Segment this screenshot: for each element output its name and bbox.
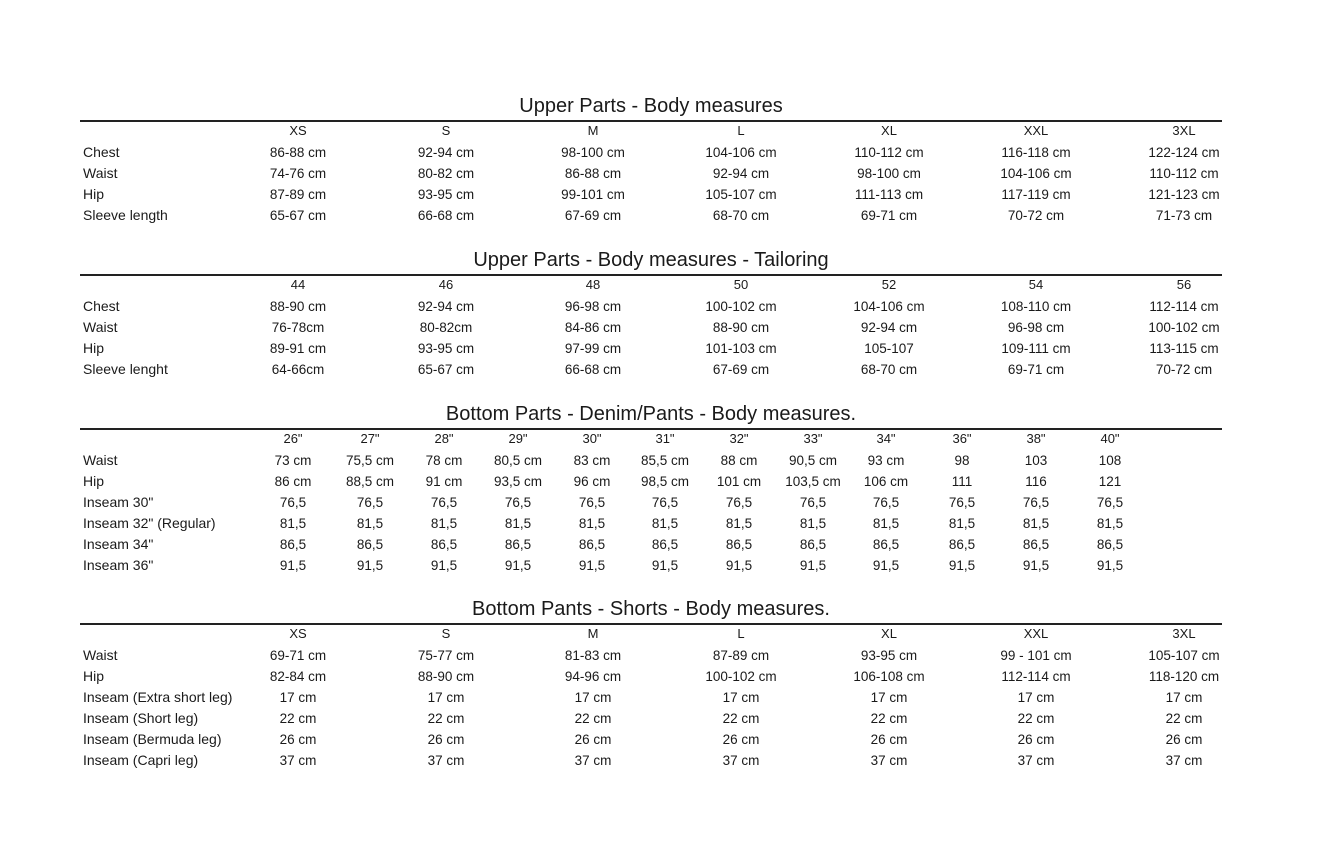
table-cell: 22 cm: [1165, 711, 1203, 726]
table-cell: 86,5: [651, 537, 679, 552]
table-cell: 17 cm: [574, 690, 612, 705]
table-row: [80, 205, 1222, 226]
table-cell: 86,5: [948, 537, 976, 552]
table-cell: 106 cm: [863, 474, 909, 489]
table-cell: 116-118 cm: [1001, 145, 1071, 160]
table-cell: 17 cm: [427, 690, 465, 705]
table-cell: 76,5: [504, 495, 532, 510]
table-cell: 112-114 cm: [1001, 669, 1071, 684]
table-cell: 76,5: [948, 495, 976, 510]
table-row: [80, 142, 1222, 163]
row-label: Inseam (Short leg): [83, 710, 199, 726]
table-cell: 81,5: [651, 516, 679, 531]
table-cell: 22 cm: [574, 711, 612, 726]
table-title: Upper Parts - Body measures: [519, 95, 783, 117]
table-cell: 104-106 cm: [705, 145, 777, 160]
table-cell: 103,5 cm: [785, 474, 841, 489]
table-cell: 84-86 cm: [564, 320, 622, 335]
table-cell: 91,5: [799, 558, 827, 573]
table-cell: 103: [1024, 453, 1048, 468]
table-cell: 69-71 cm: [860, 208, 918, 223]
column-header: XS: [289, 123, 307, 138]
column-header: L: [737, 626, 745, 641]
table-cell: 86,5: [279, 537, 307, 552]
table-cell: 26 cm: [279, 732, 317, 747]
table-cell: 93-95 cm: [417, 341, 475, 356]
column-header: XL: [881, 626, 897, 641]
table-cell: 100-102 cm: [705, 299, 777, 314]
table-cell: 121-123 cm: [1148, 187, 1220, 202]
table-cell: 99 - 101 cm: [1000, 648, 1072, 663]
table-cell: 91,5: [356, 558, 384, 573]
table-cell: 76,5: [279, 495, 307, 510]
table-cell: 26 cm: [870, 732, 908, 747]
table-cell: 81,5: [799, 516, 827, 531]
table-cell: 26 cm: [1165, 732, 1203, 747]
table-cell: 76-78cm: [271, 320, 325, 335]
table-cell: 86-88 cm: [564, 166, 622, 181]
header-row: [80, 625, 1222, 646]
column-header: 3XL: [1172, 626, 1196, 641]
table-cell: 71-73 cm: [1155, 208, 1213, 223]
table-cell: 26 cm: [722, 732, 760, 747]
table-row: [80, 471, 1222, 492]
table-cell: 105-107: [864, 341, 914, 356]
table-cell: 82-84 cm: [269, 669, 327, 684]
column-header: 48: [585, 277, 601, 292]
table-cell: 80,5 cm: [493, 453, 543, 468]
table-cell: 37 cm: [427, 753, 465, 768]
column-header: 3XL: [1172, 123, 1196, 138]
table-cell: 75,5 cm: [345, 453, 395, 468]
table-cell: 22 cm: [1017, 711, 1055, 726]
column-header: 50: [733, 277, 749, 292]
column-header: 46: [438, 277, 454, 292]
table-cell: 117-119 cm: [1001, 187, 1071, 202]
table-cell: 91,5: [948, 558, 976, 573]
table-cell: 80-82cm: [419, 320, 473, 335]
table-cell: 81,5: [948, 516, 976, 531]
table-cell: 108-110 cm: [1000, 299, 1072, 314]
table-cell: 94-96 cm: [564, 669, 622, 684]
column-header: M: [587, 123, 599, 138]
row-label: Hip: [83, 668, 105, 684]
table-cell: 76,5: [430, 495, 458, 510]
table-cell: 91,5: [430, 558, 458, 573]
table-cell: 66-68 cm: [564, 362, 622, 377]
table-cell: 100-102 cm: [705, 669, 777, 684]
table-cell: 68-70 cm: [712, 208, 770, 223]
table-cell: 118-120 cm: [1148, 669, 1220, 684]
table-row: [80, 708, 1222, 729]
column-header: 29": [508, 431, 528, 446]
table-cell: 91,5: [1096, 558, 1124, 573]
table-cell: 93,5 cm: [493, 474, 543, 489]
table-cell: 76,5: [872, 495, 900, 510]
table-cell: 97-99 cm: [564, 341, 622, 356]
column-header: 26": [283, 431, 303, 446]
table-cell: 81,5: [725, 516, 753, 531]
table-cell: 86,5: [1022, 537, 1050, 552]
table-cell: 86,5: [799, 537, 827, 552]
column-header: 32": [729, 431, 749, 446]
row-label: Inseam (Bermuda leg): [83, 731, 222, 747]
table-cell: 37 cm: [722, 753, 760, 768]
table-cell: 96 cm: [573, 474, 611, 489]
table-cell: 81,5: [356, 516, 384, 531]
table-cell: 78 cm: [425, 453, 463, 468]
table-cell: 68-70 cm: [860, 362, 918, 377]
table-cell: 17 cm: [1165, 690, 1203, 705]
table-cell: 65-67 cm: [269, 208, 327, 223]
table-cell: 37 cm: [279, 753, 317, 768]
table-cell: 101-103 cm: [705, 341, 777, 356]
column-header: 54: [1028, 277, 1044, 292]
table-row: [80, 296, 1222, 317]
table-cell: 17 cm: [279, 690, 317, 705]
table-cell: 89-91 cm: [269, 341, 327, 356]
table-cell: 73 cm: [274, 453, 312, 468]
table-cell: 93-95 cm: [417, 187, 475, 202]
table-cell: 98-100 cm: [561, 145, 625, 160]
table-row: [80, 555, 1222, 576]
table-cell: 70-72 cm: [1155, 362, 1213, 377]
table-row: [80, 338, 1222, 359]
table-cell: 91,5: [1022, 558, 1050, 573]
table-cell: 81,5: [872, 516, 900, 531]
table-cell: 86,5: [504, 537, 532, 552]
table-cell: 64-66cm: [271, 362, 325, 377]
table-cell: 91 cm: [425, 474, 463, 489]
column-header: S: [441, 626, 451, 641]
table-cell: 76,5: [725, 495, 753, 510]
row-label: Inseam (Extra short leg): [83, 689, 233, 705]
table-cell: 83 cm: [573, 453, 611, 468]
table-cell: 37 cm: [870, 753, 908, 768]
column-header: 27": [360, 431, 380, 446]
table-cell: 65-67 cm: [417, 362, 475, 377]
table-row: [80, 317, 1222, 338]
table-title: Bottom Pants - Shorts - Body measures.: [472, 598, 830, 620]
row-label: Waist: [83, 647, 118, 663]
table-cell: 22 cm: [722, 711, 760, 726]
table-cell: 69-71 cm: [1007, 362, 1065, 377]
table-cell: 110-112 cm: [1149, 166, 1219, 181]
table-cell: 69-71 cm: [269, 648, 327, 663]
table-cell: 86,5: [725, 537, 753, 552]
row-label: Sleeve length: [83, 207, 168, 223]
table-cell: 76,5: [651, 495, 679, 510]
table-cell: 111: [951, 474, 973, 489]
row-label: Waist: [83, 452, 118, 468]
row-label: Inseam 30": [83, 494, 154, 510]
table-cell: 92-94 cm: [860, 320, 918, 335]
table-cell: 109-111 cm: [1001, 341, 1071, 356]
table-cell: 100-102 cm: [1148, 320, 1220, 335]
table-cell: 116: [1025, 474, 1047, 489]
table-cell: 86,5: [578, 537, 606, 552]
column-header: XXL: [1023, 123, 1049, 138]
table-cell: 96-98 cm: [1007, 320, 1065, 335]
table-cell: 91,5: [578, 558, 606, 573]
table-cell: 91,5: [279, 558, 307, 573]
table-cell: 121: [1098, 474, 1122, 489]
table-row: [80, 163, 1222, 184]
table-row: [80, 729, 1222, 750]
column-header: 36": [952, 431, 972, 446]
table-cell: 85,5 cm: [640, 453, 690, 468]
table-cell: 76,5: [1096, 495, 1124, 510]
column-header: XS: [289, 626, 307, 641]
table-cell: 86,5: [356, 537, 384, 552]
table-row: [80, 750, 1222, 771]
table-cell: 17 cm: [722, 690, 760, 705]
column-header: L: [737, 123, 745, 138]
table-cell: 104-106 cm: [1000, 166, 1072, 181]
column-header: 38": [1026, 431, 1046, 446]
table-cell: 93-95 cm: [860, 648, 918, 663]
table-cell: 74-76 cm: [269, 166, 327, 181]
table-cell: 81,5: [504, 516, 532, 531]
table-cell: 87-89 cm: [712, 648, 770, 663]
table-cell: 87-89 cm: [269, 187, 327, 202]
table-cell: 81-83 cm: [564, 648, 622, 663]
table-cell: 91,5: [504, 558, 532, 573]
table-cell: 90,5 cm: [788, 453, 838, 468]
row-label: Inseam 32" (Regular): [83, 515, 216, 531]
table-cell: 110-112 cm: [854, 145, 924, 160]
column-header: 33": [803, 431, 823, 446]
column-header: S: [441, 123, 451, 138]
column-header: 44: [290, 277, 306, 292]
table-cell: 26 cm: [574, 732, 612, 747]
table-cell: 105-107 cm: [1148, 648, 1220, 663]
row-label: Chest: [83, 144, 120, 160]
table-row: [80, 666, 1222, 687]
table-cell: 86 cm: [274, 474, 312, 489]
table-cell: 26 cm: [1017, 732, 1055, 747]
column-header: 40": [1100, 431, 1120, 446]
table-cell: 101 cm: [716, 474, 762, 489]
table-cell: 111-113 cm: [854, 187, 924, 202]
table-cell: 106-108 cm: [853, 669, 925, 684]
table-cell: 99-101 cm: [561, 187, 625, 202]
table-cell: 26 cm: [427, 732, 465, 747]
table-cell: 70-72 cm: [1007, 208, 1065, 223]
table-cell: 81,5: [578, 516, 606, 531]
column-header: 31": [655, 431, 675, 446]
table-row: [80, 513, 1222, 534]
table-cell: 76,5: [578, 495, 606, 510]
table-title: Upper Parts - Body measures - Tailoring: [473, 249, 829, 271]
table-cell: 81,5: [430, 516, 458, 531]
table-row: [80, 184, 1222, 205]
table-cell: 76,5: [1022, 495, 1050, 510]
table-cell: 86,5: [430, 537, 458, 552]
table-cell: 92-94 cm: [417, 299, 475, 314]
column-header: 34": [876, 431, 896, 446]
table-cell: 88-90 cm: [269, 299, 327, 314]
table-cell: 81,5: [279, 516, 307, 531]
header-row: [80, 122, 1222, 143]
table-cell: 105-107 cm: [705, 187, 777, 202]
row-label: Hip: [83, 473, 105, 489]
table-cell: 81,5: [1096, 516, 1124, 531]
header-row: [80, 276, 1222, 297]
table-cell: 93 cm: [867, 453, 905, 468]
table-row: [80, 687, 1222, 708]
column-header: 30": [582, 431, 602, 446]
table-cell: 108: [1098, 453, 1122, 468]
table-cell: 86,5: [1096, 537, 1124, 552]
row-label: Waist: [83, 319, 118, 335]
table-cell: 22 cm: [427, 711, 465, 726]
table-cell: 67-69 cm: [564, 208, 622, 223]
column-header: M: [587, 626, 599, 641]
table-cell: 92-94 cm: [712, 166, 770, 181]
table-cell: 76,5: [799, 495, 827, 510]
table-cell: 17 cm: [870, 690, 908, 705]
table-cell: 80-82 cm: [417, 166, 475, 181]
table-cell: 98,5 cm: [640, 474, 690, 489]
table-cell: 98: [954, 453, 970, 468]
table-cell: 122-124 cm: [1148, 145, 1220, 160]
table-cell: 86-88 cm: [269, 145, 327, 160]
table-title: Bottom Parts - Denim/Pants - Body measures.: [445, 403, 857, 425]
table-cell: 91,5: [872, 558, 900, 573]
row-label: Inseam 34": [83, 536, 154, 552]
row-label: Hip: [83, 340, 105, 356]
table-cell: 88-90 cm: [417, 669, 475, 684]
table-cell: 17 cm: [1017, 690, 1055, 705]
table-cell: 104-106 cm: [853, 299, 925, 314]
column-header: 56: [1176, 277, 1192, 292]
table-cell: 81,5: [1022, 516, 1050, 531]
table-cell: 76,5: [356, 495, 384, 510]
table-cell: 75-77 cm: [417, 648, 475, 663]
table-cell: 96-98 cm: [564, 299, 622, 314]
table-cell: 37 cm: [1165, 753, 1203, 768]
row-label: Sleeve lenght: [83, 361, 168, 377]
column-header: 52: [881, 277, 897, 292]
row-label: Inseam 36": [83, 557, 154, 573]
table-cell: 66-68 cm: [417, 208, 475, 223]
column-header: 28": [434, 431, 454, 446]
table-cell: 88 cm: [720, 453, 758, 468]
table-cell: 67-69 cm: [712, 362, 770, 377]
column-header: XL: [881, 123, 897, 138]
table-cell: 86,5: [872, 537, 900, 552]
table-cell: 88,5 cm: [345, 474, 395, 489]
column-header: XXL: [1023, 626, 1049, 641]
table-cell: 112-114 cm: [1149, 299, 1219, 314]
table-row: [80, 534, 1222, 555]
row-label: Chest: [83, 298, 120, 314]
row-label: Waist: [83, 165, 118, 181]
table-cell: 98-100 cm: [857, 166, 921, 181]
row-label: Inseam (Capri leg): [83, 752, 199, 768]
table-cell: 37 cm: [574, 753, 612, 768]
table-cell: 37 cm: [1017, 753, 1055, 768]
table-cell: 91,5: [651, 558, 679, 573]
table-row: [80, 645, 1222, 666]
table-cell: 22 cm: [279, 711, 317, 726]
table-cell: 113-115 cm: [1149, 341, 1219, 356]
table-row: [80, 450, 1222, 471]
table-cell: 88-90 cm: [712, 320, 770, 335]
header-row: [80, 430, 1222, 451]
table-cell: 92-94 cm: [417, 145, 475, 160]
row-label: Hip: [83, 186, 105, 202]
table-row: [80, 359, 1222, 380]
table-cell: 22 cm: [870, 711, 908, 726]
table-cell: 91,5: [725, 558, 753, 573]
table-row: [80, 492, 1222, 513]
